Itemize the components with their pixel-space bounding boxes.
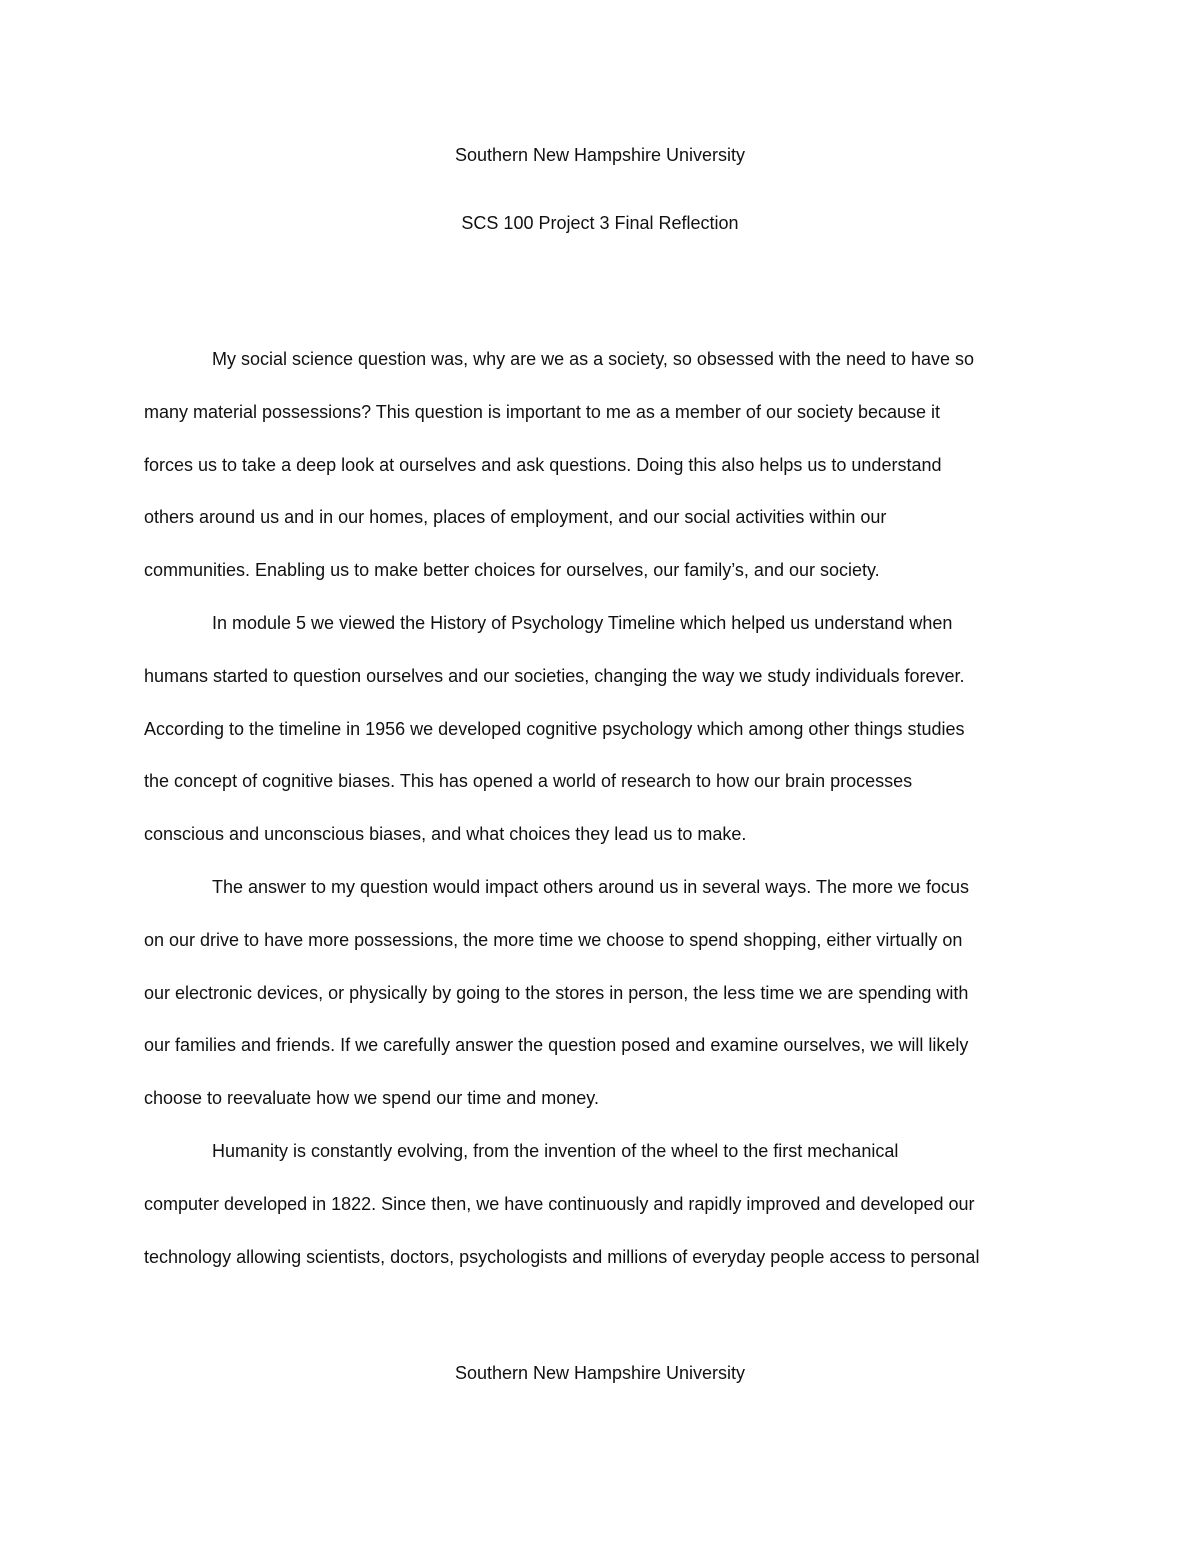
page-footer: Southern New Hampshire University: [454, 1363, 746, 1383]
page-header: Southern New Hampshire University: [454, 145, 746, 165]
text-line: In module 5 we viewed the History of Psychology Timeline which helped us understand when: [212, 612, 953, 633]
text-line: According to the timeline in 1956 we developed cognitive psychology which among other things studies: [144, 718, 965, 739]
text-line: many material possessions? This question is important to me as a member of our society because it: [144, 401, 941, 422]
text-line: our electronic devices, or physically by going to the stores in person, the less time we are spending with: [144, 982, 969, 1003]
text-line: our families and friends. If we carefully answer the question posed and examine ourselves, we will likely: [144, 1035, 969, 1056]
paragraph-3: [144, 872, 1056, 1136]
document-title: SCS 100 Project 3 Final Reflection: [461, 213, 739, 233]
paragraph-2: [144, 608, 1056, 872]
text-line: The answer to my question would impact others around us in several ways. The more we focus: [212, 876, 970, 897]
text-line: conscious and unconscious biases, and what choices they lead us to make.: [144, 824, 747, 845]
text-line: forces us to take a deep look at ourselves and ask questions. Doing this also helps us to understand: [144, 454, 942, 475]
text-line: the concept of cognitive biases. This has opened a world of research to how our brain processes: [144, 771, 913, 792]
text-line: technology allowing scientists, doctors, psychologists and millions of everyday people access to personal: [144, 1246, 980, 1267]
text-line: others around us and in our homes, places of employment, and our social activities within our: [144, 507, 887, 528]
text-line: communities. Enabling us to make better choices for ourselves, our family’s, and our society.: [144, 560, 880, 581]
paragraph-4: [144, 1136, 1056, 1294]
paragraph-1: [144, 344, 1056, 608]
text-line: on our drive to have more possessions, the more time we choose to spend shopping, either virtually on: [144, 929, 963, 950]
text-line: humans started to question ourselves and our societies, changing the way we study individuals forever.: [144, 665, 965, 686]
text-line: Humanity is constantly evolving, from the invention of the wheel to the first mechanical: [212, 1140, 899, 1161]
document-body: [144, 344, 1056, 1294]
text-line: computer developed in 1822. Since then, we have continuously and rapidly improved and developed our: [144, 1193, 975, 1214]
text-line: choose to reevaluate how we spend our time and money.: [144, 1088, 599, 1109]
text-line: My social science question was, why are we as a society, so obsessed with the need to have so: [212, 349, 975, 369]
